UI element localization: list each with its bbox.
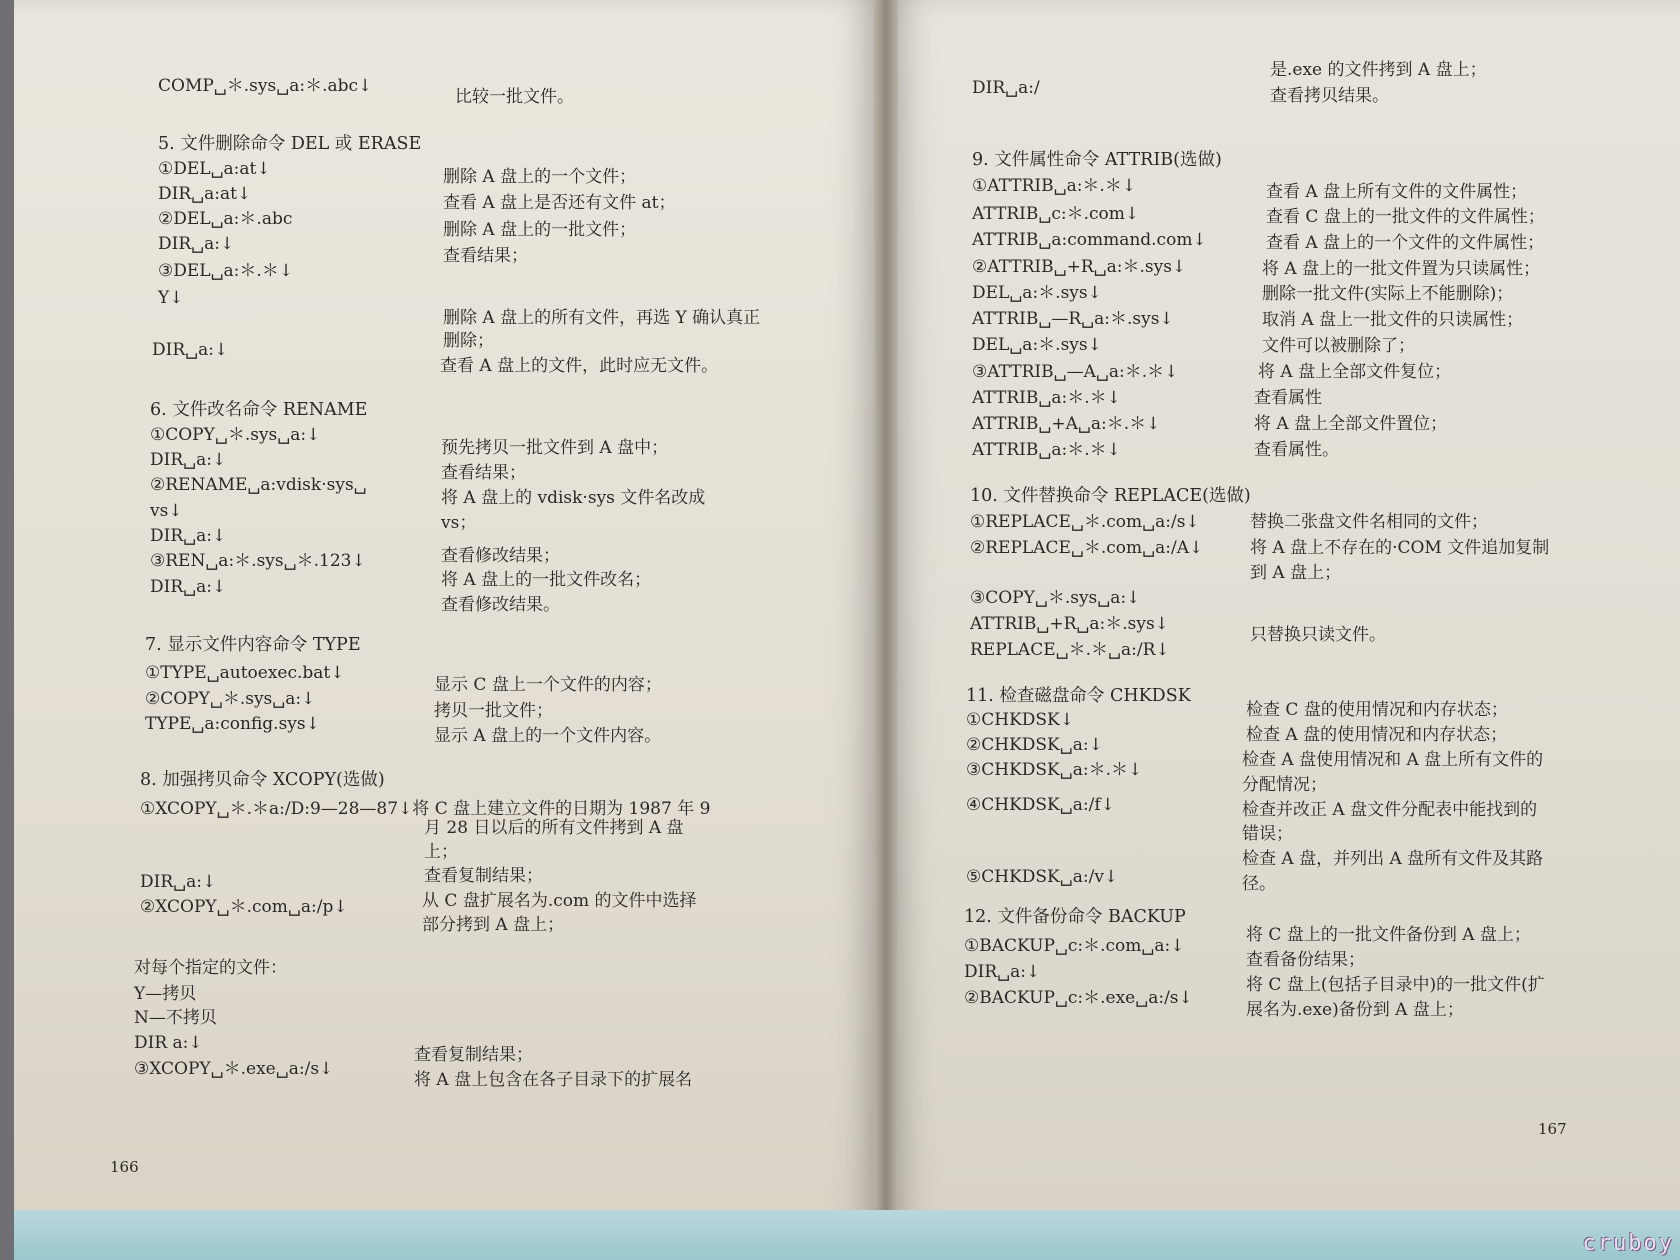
command-line: ③DEL␣a:＊.＊↓ — [158, 261, 294, 281]
command-line: DIR␣a:↓ — [152, 340, 229, 360]
command-line: DIR␣a:↓ — [158, 234, 235, 254]
right-page — [886, 0, 1680, 1240]
command-line: ①BACKUP␣c:＊.com␣a:↓ — [964, 936, 1185, 956]
description-line: 到 A 盘上； — [1250, 563, 1342, 583]
description-line: 只替换只读文件。 — [1250, 625, 1386, 645]
description-line: 拷贝一批文件； — [434, 701, 553, 721]
description-line: 展名为.exe)备份到 A 盘上； — [1246, 1000, 1464, 1020]
description-line: 删除； — [443, 331, 494, 351]
section-heading: 9. 文件属性命令 ATTRIB(选做) — [972, 150, 1222, 170]
command-line: ATTRIB␣a:command.com↓ — [972, 230, 1207, 250]
command-line: ①REPLACE␣＊.com␣a:/s↓ — [970, 512, 1200, 532]
description-line: 取消 A 盘上一批文件的只读属性； — [1262, 310, 1524, 330]
description-line: 查看结果； — [441, 463, 526, 483]
command-line: ATTRIB␣a:＊.＊↓ — [972, 440, 1121, 460]
watermark: cruboy — [1582, 1231, 1674, 1256]
command-line: ②CHKDSK␣a:↓ — [966, 735, 1103, 755]
description-line: 比较一批文件。 — [455, 87, 574, 107]
description-line: 将 A 盘上不存在的·COM 文件追加复制 — [1250, 538, 1550, 558]
command-line: COMP␣＊.sys␣a:＊.abc↓ — [158, 76, 373, 96]
command-line: ②XCOPY␣＊.com␣a:/p↓ — [140, 897, 348, 917]
description-line: 查看 A 盘上所有文件的文件属性； — [1266, 182, 1528, 202]
command-line: 对每个指定的文件： — [134, 958, 287, 978]
section-heading: 5. 文件删除命令 DEL 或 ERASE — [158, 134, 422, 154]
description-line: 检查 A 盘使用情况和 A 盘上所有文件的 — [1242, 750, 1544, 770]
description-line: 查看备份结果； — [1246, 950, 1365, 970]
book-spread — [14, 0, 1680, 1260]
command-line: ②RENAME␣a:vdisk·sys␣ — [150, 475, 367, 495]
command-line: Y—拷贝 — [134, 984, 197, 1004]
command-line: ⑤CHKDSK␣a:/v↓ — [966, 867, 1119, 887]
command-line: DIR␣a:↓ — [964, 962, 1041, 982]
command-line: Y↓ — [158, 288, 184, 308]
page-number: 166 — [110, 1158, 139, 1176]
description-line: 查看 A 盘上的文件，此时应无文件。 — [440, 356, 719, 376]
command-line: TYPE␣a:config.sys↓ — [145, 714, 320, 734]
description-line: 删除 A 盘上的所有文件，再选 Y 确认真正 — [443, 308, 761, 328]
command-line: DIR␣a:↓ — [150, 526, 227, 546]
description-line: 将 C 盘上的一批文件备份到 A 盘上； — [1246, 925, 1531, 945]
command-line: ②DEL␣a:＊.abc — [158, 209, 293, 229]
command-line: N—不拷贝 — [134, 1008, 217, 1028]
command-line: ①TYPE␣autoexec.bat↓ — [145, 663, 345, 683]
command-line: ③REN␣a:＊.sys␣＊.123↓ — [150, 551, 366, 571]
command-line: ①COPY␣＊.sys␣a:↓ — [150, 425, 321, 445]
command-line: ③COPY␣＊.sys␣a:↓ — [970, 588, 1141, 608]
description-line: 部分拷到 A 盘上； — [422, 915, 565, 935]
cover-edge — [14, 1210, 1680, 1260]
section-heading: 10. 文件替换命令 REPLACE(选做) — [970, 486, 1251, 506]
command-line: vs↓ — [150, 501, 183, 521]
command-line: DIR␣a:/ — [972, 78, 1040, 98]
description-line: 月 28 日以后的所有文件拷到 A 盘 — [424, 818, 684, 838]
section-heading: 6. 文件改名命令 RENAME — [150, 400, 368, 420]
description-line: 径。 — [1242, 874, 1276, 894]
description-line: 查看拷贝结果。 — [1270, 86, 1389, 106]
description-line: 分配情况； — [1242, 775, 1327, 795]
description-line: 将 A 盘上包含在各子目录下的扩展名 — [414, 1070, 693, 1090]
command-line: ATTRIB␣—R␣a:＊.sys↓ — [972, 309, 1174, 329]
description-line: 查看属性。 — [1254, 440, 1339, 460]
description-line: 查看 A 盘上是否还有文件 at； — [443, 193, 676, 213]
description-line: 删除一批文件(实际上不能删除)； — [1262, 284, 1514, 304]
section-heading: 7. 显示文件内容命令 TYPE — [145, 635, 361, 655]
description-line: 将 A 盘上的一批文件置为只读属性； — [1262, 259, 1541, 279]
description-line: 从 C 盘扩展名为.com 的文件中选择 — [422, 891, 697, 911]
command-line: DEL␣a:＊.sys↓ — [972, 335, 1102, 355]
description-line: 是.exe 的文件拷到 A 盘上； — [1270, 60, 1487, 80]
left-page — [14, 0, 882, 1240]
description-line: 检查 A 盘的使用情况和内存状态； — [1246, 725, 1508, 745]
command-line: ③CHKDSK␣a:＊.＊↓ — [966, 760, 1143, 780]
description-line: 查看 A 盘上的一个文件的文件属性； — [1266, 233, 1545, 253]
description-line: 文件可以被删除了； — [1262, 336, 1415, 356]
section-heading: 12. 文件备份命令 BACKUP — [964, 907, 1186, 927]
description-line: 查看复制结果； — [424, 866, 543, 886]
description-line: 将 A 盘上全部文件复位； — [1258, 362, 1452, 382]
description-line: 删除 A 盘上的一批文件； — [443, 220, 637, 240]
command-line: ATTRIB␣c:＊.com↓ — [972, 204, 1140, 224]
description-line: 显示 A 盘上的一个文件内容。 — [434, 726, 662, 746]
command-line: ③ATTRIB␣—A␣a:＊.＊↓ — [972, 362, 1179, 382]
description-line: 查看修改结果。 — [441, 595, 560, 615]
description-line: 检查 A 盘，并列出 A 盘所有文件及其路 — [1242, 849, 1544, 869]
description-line: 查看属性 — [1254, 388, 1322, 408]
command-line: ATTRIB␣a:＊.＊↓ — [972, 388, 1121, 408]
command-line: DIR␣a:↓ — [150, 450, 227, 470]
description-line: 将 A 盘上全部文件置位； — [1254, 414, 1448, 434]
description-line: 查看 C 盘上的一批文件的文件属性； — [1266, 207, 1545, 227]
section-heading: 8. 加强拷贝命令 XCOPY(选做) — [140, 770, 385, 790]
command-line: ③XCOPY␣＊.exe␣a:/s↓ — [134, 1059, 334, 1079]
description-line: 替换二张盘文件名相同的文件； — [1250, 512, 1488, 532]
description-line: 错误； — [1242, 824, 1293, 844]
command-line: ①DEL␣a:at↓ — [158, 159, 271, 179]
description-line: 预先拷贝一批文件到 A 盘中； — [441, 438, 669, 458]
command-line: ①CHKDSK↓ — [966, 710, 1074, 730]
command-line: DIR␣a:↓ — [150, 577, 227, 597]
command-line: DEL␣a:＊.sys↓ — [972, 283, 1102, 303]
description-line: 查看修改结果； — [441, 546, 560, 566]
command-line: ATTRIB␣+A␣a:＊.＊↓ — [972, 414, 1161, 434]
command-line: ①XCOPY␣＊.＊a:/D:9—28—87↓将 C 盘上建立文件的日期为 1987 年 9 — [140, 799, 711, 819]
command-line: ②BACKUP␣c:＊.exe␣a:/s↓ — [964, 988, 1193, 1008]
description-line: 查看结果； — [443, 246, 528, 266]
command-line: ②REPLACE␣＊.com␣a:/A↓ — [970, 538, 1204, 558]
command-line: DIR␣a:↓ — [140, 872, 217, 892]
command-line: ①ATTRIB␣a:＊.＊↓ — [972, 176, 1137, 196]
page-number: 167 — [1538, 1120, 1567, 1138]
command-line: ④CHKDSK␣a:/f↓ — [966, 795, 1115, 815]
description-line: 检查 C 盘的使用情况和内存状态； — [1246, 700, 1508, 720]
description-line: 将 A 盘上的一批文件改名； — [441, 570, 652, 590]
command-line: REPLACE␣＊.＊␣a:/R↓ — [970, 640, 1170, 660]
description-line: 删除 A 盘上的一个文件； — [443, 167, 637, 187]
description-line: 上； — [424, 842, 458, 862]
description-line: 查看复制结果； — [414, 1045, 533, 1065]
description-line: vs； — [441, 513, 477, 533]
command-line: ②ATTRIB␣+R␣a:＊.sys↓ — [972, 257, 1187, 277]
description-line: 将 C 盘上(包括子目录中)的一批文件(扩 — [1246, 975, 1545, 995]
command-line: ATTRIB␣+R␣a:＊.sys↓ — [970, 614, 1169, 634]
command-line: ②COPY␣＊.sys␣a:↓ — [145, 689, 316, 709]
description-line: 显示 C 盘上一个文件的内容； — [434, 675, 662, 695]
command-line: DIR a:↓ — [134, 1033, 203, 1053]
section-heading: 11. 检查磁盘命令 CHKDSK — [966, 686, 1191, 706]
book-gutter — [874, 0, 898, 1240]
description-line: 将 A 盘上的 vdisk·sys 文件名改成 — [441, 488, 706, 508]
command-line: DIR␣a:at↓ — [158, 184, 252, 204]
description-line: 检查并改正 A 盘文件分配表中能找到的 — [1242, 800, 1538, 820]
